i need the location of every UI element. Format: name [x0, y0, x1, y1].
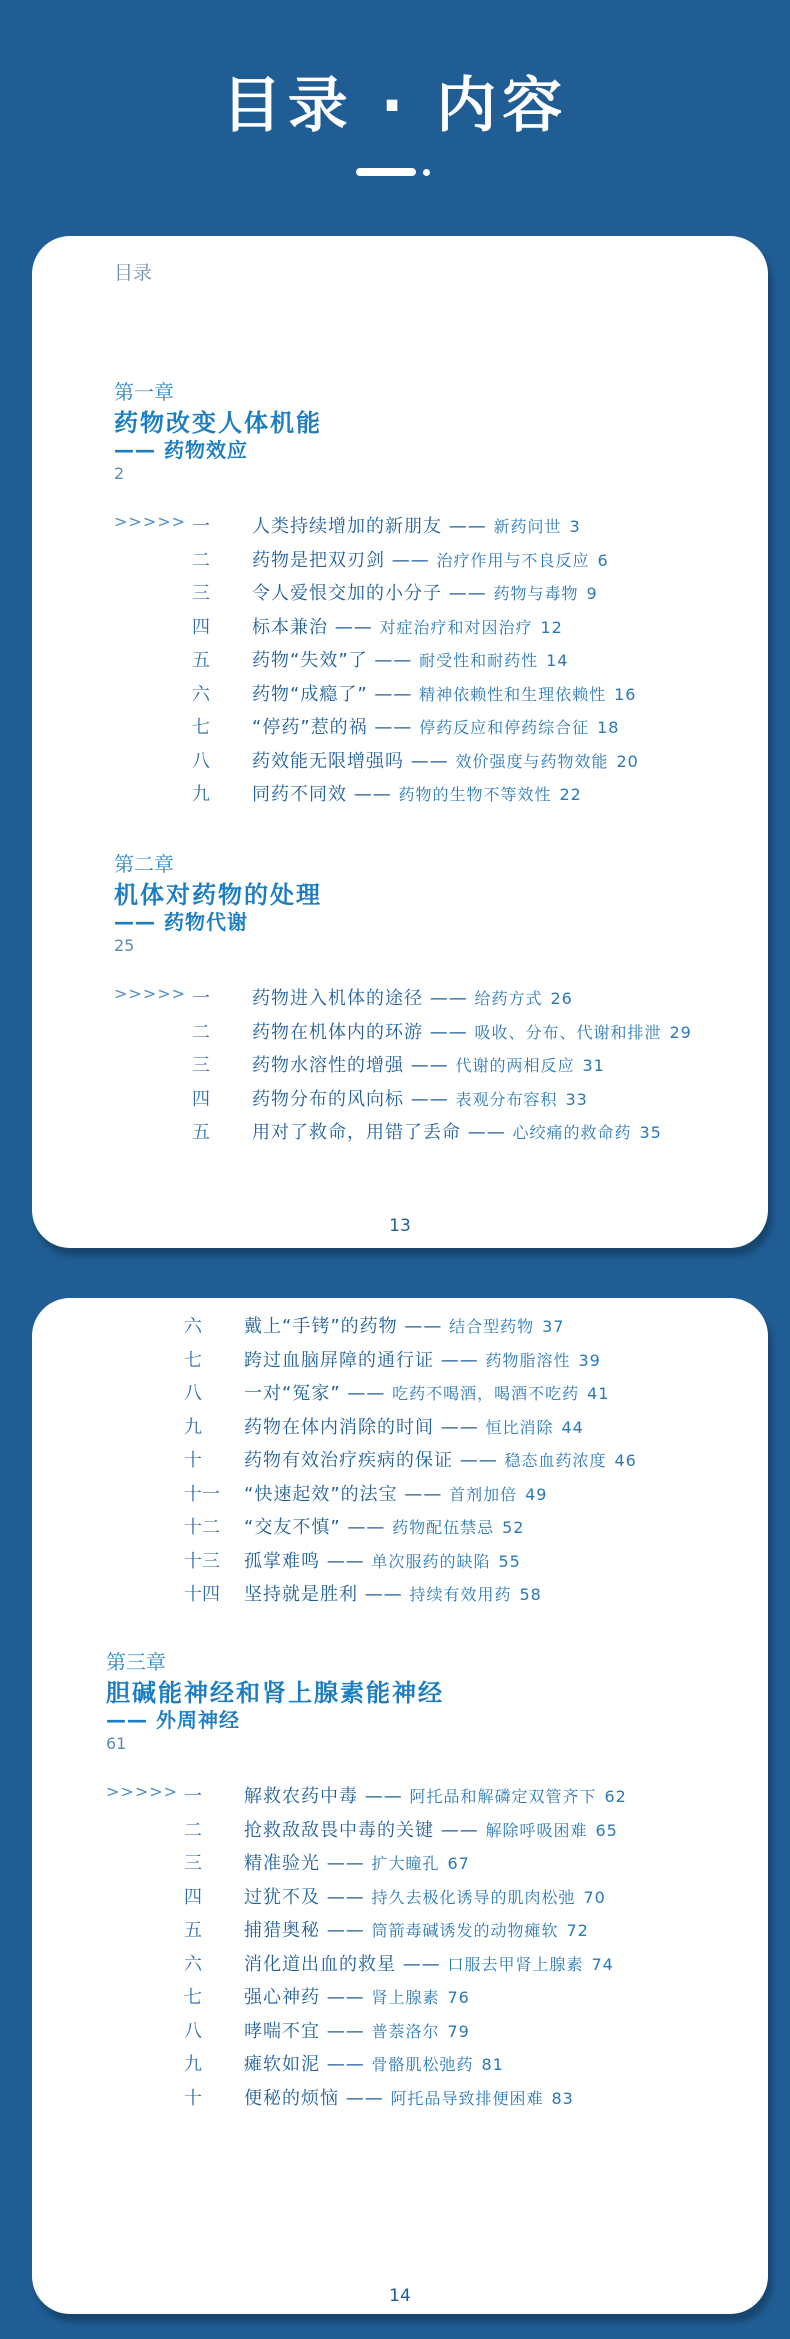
toc-entry[interactable]	[32, 1580, 768, 1610]
entry-number: 七	[184, 1987, 202, 2008]
entry-page-number: 58	[519, 1585, 542, 1604]
entry-subtitle: 效价强度与药物效能	[455, 751, 609, 771]
entry-text	[244, 1883, 606, 1909]
entry-number: 八	[184, 2020, 202, 2042]
entry-dash: ——	[397, 1483, 450, 1505]
entry-number: 九	[192, 784, 210, 805]
entry-subtitle: 骨骼肌松弛药	[371, 2055, 474, 2074]
entry-title: 药物“失效”了	[252, 650, 368, 671]
entry-text	[252, 680, 636, 706]
entry-text	[244, 1580, 542, 1606]
entry-text	[244, 1816, 618, 1842]
entry-title: 药物是把双刃剑	[252, 549, 385, 571]
entry-subtitle: 首剂加倍	[449, 1484, 518, 1504]
entry-title: 便秘的烦恼	[244, 2087, 339, 2109]
chapter-number: 第三章	[106, 1650, 166, 1674]
entry-dash: ——	[404, 750, 456, 772]
entry-subtitle: 精神依赖性和生理依赖性	[419, 684, 607, 704]
toc-entry[interactable]	[32, 713, 768, 743]
entry-title: 药物水溶性的增强	[252, 1055, 404, 1076]
entry-dash: ——	[385, 549, 437, 571]
entry-number: 二	[192, 1021, 210, 1043]
entry-title: 孤掌难鸣	[244, 1550, 320, 1572]
entry-subtitle: 治疗作用与不良反应	[436, 550, 590, 570]
entry-text	[252, 984, 573, 1010]
toc-entry[interactable]	[32, 1346, 768, 1376]
entry-subtitle: 表观分布容积	[455, 1089, 558, 1109]
chapter-number: 第一章	[114, 380, 174, 404]
entry-text	[252, 747, 639, 773]
chapter-title: 胆碱能神经和肾上腺素能神经	[106, 1679, 444, 1707]
toc-entry[interactable]	[32, 1446, 768, 1476]
entry-title: “停药”惹的祸	[252, 717, 368, 738]
entry-dash: ——	[453, 1450, 505, 1471]
entry-title: 解救农药中毒	[244, 1786, 358, 1807]
entry-number: 五	[192, 650, 210, 671]
entry-number: 十四	[184, 1584, 220, 1605]
toc-entry[interactable]	[32, 984, 768, 1014]
chapter-subtitle: —— 药物代谢	[114, 910, 248, 934]
entry-number: 九	[184, 2054, 202, 2075]
entry-dash: ——	[442, 583, 494, 604]
toc-entry[interactable]	[32, 1118, 768, 1148]
entry-number: 六	[192, 683, 210, 705]
chapter-subtitle: —— 外周神经	[106, 1708, 240, 1732]
entry-number: 八	[192, 750, 210, 772]
title-underline-dot	[423, 169, 430, 176]
entry-page-number: 6	[597, 550, 609, 570]
entry-title: 一对“冤家”	[244, 1383, 341, 1404]
entry-dash: ——	[320, 1920, 372, 1941]
entry-subtitle: 结合型药物	[449, 1317, 535, 1336]
entry-subtitle: 阿托品和解磷定双管齐下	[409, 1787, 597, 1806]
entry-subtitle: 持久去极化诱导的肌肉松弛	[371, 1887, 576, 1907]
entry-title: 人类持续增加的新朋友	[252, 516, 442, 537]
entry-page-number: 9	[586, 584, 598, 603]
entry-text	[244, 1379, 609, 1405]
entry-text	[244, 1312, 564, 1338]
entry-page-number: 26	[550, 989, 573, 1008]
entry-dash: ——	[434, 1819, 486, 1841]
entry-text	[244, 1782, 627, 1808]
entry-subtitle: 单次服药的缺陷	[371, 1551, 491, 1571]
entry-subtitle: 对症治疗和对因治疗	[379, 617, 533, 637]
entry-dash: ——	[320, 1550, 372, 1572]
toc-page-14	[32, 1298, 768, 2314]
entry-page-number: 52	[502, 1518, 525, 1537]
entry-text	[244, 1849, 470, 1875]
entry-dash: ——	[320, 1987, 372, 2008]
entry-title: “交友不慎”	[244, 1517, 341, 1538]
entry-number: 二	[184, 1819, 202, 1841]
toc-entry[interactable]	[32, 1782, 768, 1812]
entry-title: 强心神药	[244, 1987, 320, 2008]
toc-entry[interactable]	[32, 1480, 768, 1510]
chapter-title: 机体对药物的处理	[114, 881, 322, 909]
entry-title: 同药不同效	[252, 784, 347, 805]
entry-number: 四	[192, 616, 210, 638]
toc-entry[interactable]	[32, 1085, 768, 1115]
entry-page-number: 67	[447, 1854, 470, 1873]
entry-title: 哮喘不宜	[244, 2020, 320, 2042]
entry-page-number: 46	[614, 1451, 637, 1470]
toc-entry[interactable]	[32, 2084, 768, 2114]
entry-subtitle: 恒比消除	[485, 1417, 554, 1437]
toc-entry[interactable]	[32, 1018, 768, 1048]
entry-page-number: 55	[498, 1551, 521, 1571]
entry-page-number: 39	[578, 1350, 601, 1370]
entry-number: 十二	[184, 1517, 220, 1538]
entry-dash: ——	[320, 2054, 372, 2075]
entry-dash: ——	[367, 717, 420, 738]
toc-entry[interactable]	[32, 1379, 768, 1409]
page-header	[0, 0, 790, 230]
entry-page-number: 79	[447, 2021, 470, 2041]
entry-text	[244, 1413, 584, 1439]
entry-text	[244, 1513, 524, 1539]
toc-entry[interactable]	[32, 1849, 768, 1879]
entry-subtitle: 药物脂溶性	[485, 1350, 571, 1370]
entry-text	[244, 1950, 614, 1976]
entry-subtitle: 阿托品导致排便困难	[390, 2088, 544, 2108]
entry-title: 瘫软如泥	[244, 2054, 320, 2075]
chapter-page: 2	[114, 464, 125, 483]
entry-page-number: 22	[559, 785, 582, 804]
chapter-2-entries	[32, 984, 768, 1154]
entry-title: 药物分布的风向标	[252, 1088, 404, 1110]
toc-entry[interactable]	[32, 1051, 768, 1081]
entry-title: 药物在体内消除的时间	[244, 1416, 434, 1438]
toc-entry[interactable]	[32, 546, 768, 576]
entry-dash: ——	[442, 516, 494, 537]
chapter-1-entries	[32, 512, 768, 805]
entry-page-number: 70	[583, 1887, 606, 1907]
page-number: 13	[389, 1216, 411, 1236]
toc-entry[interactable]	[32, 1413, 768, 1443]
entry-page-number: 18	[597, 718, 620, 737]
toc-entry[interactable]	[32, 1513, 768, 1543]
entry-number: 四	[192, 1088, 210, 1110]
entry-dash: ——	[320, 1853, 372, 1874]
entry-page-number: 29	[669, 1022, 692, 1042]
entry-page-number: 20	[616, 751, 639, 771]
entry-page-number: 72	[566, 1921, 589, 1940]
toc-entry[interactable]	[32, 2017, 768, 2047]
entry-dash: ——	[320, 1886, 372, 1908]
entry-dash: ——	[320, 2020, 372, 2042]
chapter-title: 药物改变人体机能	[114, 409, 322, 437]
entry-page-number: 44	[561, 1417, 584, 1437]
entry-arrow-marker: >>>>>	[114, 984, 187, 1003]
toc-entry[interactable]	[32, 1547, 768, 1577]
entry-page-number: 74	[591, 1954, 614, 1974]
entry-subtitle: 稳态血药浓度	[504, 1451, 607, 1470]
entry-text	[252, 780, 582, 806]
page-title: 目录 · 内容	[221, 71, 569, 141]
entry-text	[244, 2017, 470, 2043]
entry-dash: ——	[347, 784, 399, 805]
entry-dash: ——	[434, 1349, 486, 1371]
entry-subtitle: 药物的生物不等效性	[398, 785, 552, 804]
title-underline	[356, 168, 416, 176]
entry-text	[252, 1085, 588, 1111]
entry-subtitle: 筒箭毒碱诱发的动物瘫软	[371, 1921, 559, 1940]
chapter-number: 第二章	[114, 852, 174, 876]
entry-text	[244, 2084, 574, 2110]
entry-title: 消化道出血的救星	[244, 1953, 396, 1975]
entry-title: 坚持就是胜利	[244, 1584, 358, 1605]
entry-title: 标本兼治	[252, 616, 328, 638]
entry-text	[252, 713, 619, 739]
entry-dash: ——	[339, 2087, 391, 2109]
entry-text	[252, 1018, 692, 1044]
entry-page-number: 14	[546, 651, 569, 670]
toc-entry[interactable]	[32, 1883, 768, 1913]
toc-entry[interactable]	[32, 579, 768, 609]
entry-page-number: 65	[595, 1820, 618, 1840]
entry-text	[252, 579, 598, 605]
entry-subtitle: 停药反应和停药综合征	[419, 718, 590, 737]
entry-title: 用对了救命，用错了丢命	[252, 1122, 461, 1143]
entry-text	[252, 512, 581, 538]
entry-number: 九	[184, 1416, 202, 1438]
entry-dash: ——	[397, 1316, 450, 1337]
entry-number: 十	[184, 1450, 202, 1471]
entry-dash: ——	[340, 1383, 393, 1404]
entry-title: 精准验光	[244, 1853, 320, 1874]
entry-number: 六	[184, 1953, 202, 1975]
entry-subtitle: 解除呼吸困难	[485, 1820, 588, 1840]
entry-title: 药物有效治疗疾病的保证	[244, 1450, 453, 1471]
entry-subtitle: 给药方式	[474, 989, 543, 1008]
entry-number: 十三	[184, 1550, 220, 1572]
entry-number: 五	[184, 1920, 202, 1941]
entry-text	[252, 1118, 662, 1144]
entry-subtitle: 扩大瞳孔	[371, 1854, 440, 1873]
toc-entry[interactable]	[32, 780, 768, 810]
entry-number: 一	[192, 516, 210, 537]
entry-page-number: 81	[481, 2055, 504, 2074]
entry-dash: ——	[423, 988, 475, 1009]
chapter-subtitle: —— 药物效应	[114, 438, 248, 462]
entry-title: 药效能无限增强吗	[252, 750, 404, 772]
entry-number: 一	[184, 1786, 202, 1807]
entry-text	[244, 1983, 470, 2009]
entry-title: 跨过血脑屏障的通行证	[244, 1349, 434, 1371]
entry-page-number: 3	[569, 517, 581, 536]
entry-page-number: 41	[587, 1384, 610, 1403]
entry-dash: ——	[367, 683, 420, 705]
entry-number: 三	[192, 583, 210, 604]
entry-number: 四	[184, 1886, 202, 1908]
entry-dash: ——	[423, 1021, 475, 1043]
entry-page-number: 49	[525, 1484, 548, 1504]
entry-title: 抢救敌敌畏中毒的关键	[244, 1819, 434, 1841]
entry-dash: ——	[328, 616, 380, 638]
entry-number: 八	[184, 1383, 202, 1404]
entry-number: 七	[192, 717, 210, 738]
entry-text	[244, 1346, 601, 1372]
entry-dash: ——	[461, 1122, 513, 1143]
entry-page-number: 33	[565, 1089, 588, 1109]
entry-subtitle: 耐受性和耐药性	[419, 651, 539, 670]
entry-subtitle: 普萘洛尔	[371, 2021, 440, 2041]
entry-dash: ——	[404, 1055, 456, 1076]
entry-dash: ——	[404, 1088, 456, 1110]
entry-dash: ——	[340, 1517, 393, 1538]
toc-entry[interactable]	[32, 1950, 768, 1980]
entry-subtitle: 药物与毒物	[493, 584, 579, 603]
entry-dash: ——	[434, 1416, 486, 1438]
entry-title: 捕猎奥秘	[244, 1920, 320, 1941]
chapter-2-continued-entries	[32, 1312, 768, 1605]
entry-subtitle: 心绞痛的救命药	[512, 1123, 632, 1142]
chapter-3-entries	[32, 1782, 768, 2109]
entry-subtitle: 代谢的两相反应	[455, 1056, 575, 1075]
entry-text	[244, 1547, 521, 1573]
toc-entry[interactable]	[32, 613, 768, 643]
entry-page-number: 35	[639, 1123, 662, 1142]
entry-page-number: 37	[542, 1317, 565, 1336]
entry-page-number: 62	[604, 1787, 627, 1806]
toc-label: 目录	[114, 262, 153, 284]
entry-title: 药物“成瘾了”	[252, 683, 368, 705]
entry-page-number: 76	[447, 1988, 470, 2007]
entry-page-number: 83	[551, 2088, 574, 2108]
entry-text	[244, 1480, 547, 1506]
entry-text	[244, 2050, 504, 2076]
entry-text	[244, 1916, 589, 1942]
entry-number: 一	[192, 988, 210, 1009]
entry-arrow-marker: >>>>>	[106, 1782, 179, 1801]
entry-title: 药物进入机体的途径	[252, 988, 423, 1009]
entry-dash: ——	[358, 1584, 410, 1605]
entry-title: 令人爱恨交加的小分子	[252, 583, 442, 604]
entry-number: 六	[184, 1316, 202, 1337]
entry-subtitle: 肾上腺素	[371, 1988, 440, 2007]
page-number: 14	[389, 2286, 411, 2306]
toc-page-13	[32, 236, 768, 1248]
toc-entry[interactable]	[32, 1983, 768, 2013]
entry-text	[252, 646, 568, 672]
entry-arrow-marker: >>>>>	[114, 512, 187, 531]
entry-subtitle: 吸收、分布、代谢和排泄	[474, 1022, 662, 1042]
entry-subtitle: 药物配伍禁忌	[392, 1518, 495, 1537]
chapter-page: 25	[114, 936, 135, 955]
entry-title: “快速起效”的法宝	[244, 1483, 398, 1505]
entry-dash: ——	[396, 1953, 448, 1975]
entry-page-number: 16	[614, 684, 637, 704]
entry-number: 十一	[184, 1483, 220, 1505]
toc-entry[interactable]	[32, 1916, 768, 1946]
entry-number: 五	[192, 1122, 210, 1143]
entry-subtitle: 吃药不喝酒，喝酒不吃药	[392, 1384, 580, 1403]
entry-number: 三	[184, 1853, 202, 1874]
entry-subtitle: 新药问世	[493, 517, 562, 536]
entry-page-number: 12	[540, 617, 563, 637]
chapter-page: 61	[106, 1734, 127, 1753]
toc-entry[interactable]	[32, 747, 768, 777]
entry-number: 十	[184, 2087, 202, 2109]
entry-page-number: 31	[582, 1056, 605, 1075]
entry-number: 三	[192, 1055, 210, 1076]
entry-subtitle: 持续有效用药	[409, 1585, 512, 1604]
entry-text	[252, 1051, 605, 1077]
entry-dash: ——	[367, 650, 420, 671]
toc-entry[interactable]	[32, 680, 768, 710]
entry-number: 七	[184, 1349, 202, 1371]
toc-entry[interactable]	[32, 1816, 768, 1846]
entry-subtitle: 口服去甲肾上腺素	[447, 1954, 584, 1974]
toc-entry[interactable]	[32, 1312, 768, 1342]
toc-entry[interactable]	[32, 2050, 768, 2080]
entry-number: 二	[192, 549, 210, 571]
entry-dash: ——	[358, 1786, 410, 1807]
entry-text	[244, 1446, 637, 1472]
entry-title: 过犹不及	[244, 1886, 320, 1908]
entry-title: 药物在机体内的环游	[252, 1021, 423, 1043]
entry-text	[252, 546, 609, 572]
toc-entry[interactable]	[32, 512, 768, 542]
entry-title: 戴上“手铐”的药物	[244, 1316, 398, 1337]
toc-entry[interactable]	[32, 646, 768, 676]
entry-text	[252, 613, 563, 639]
